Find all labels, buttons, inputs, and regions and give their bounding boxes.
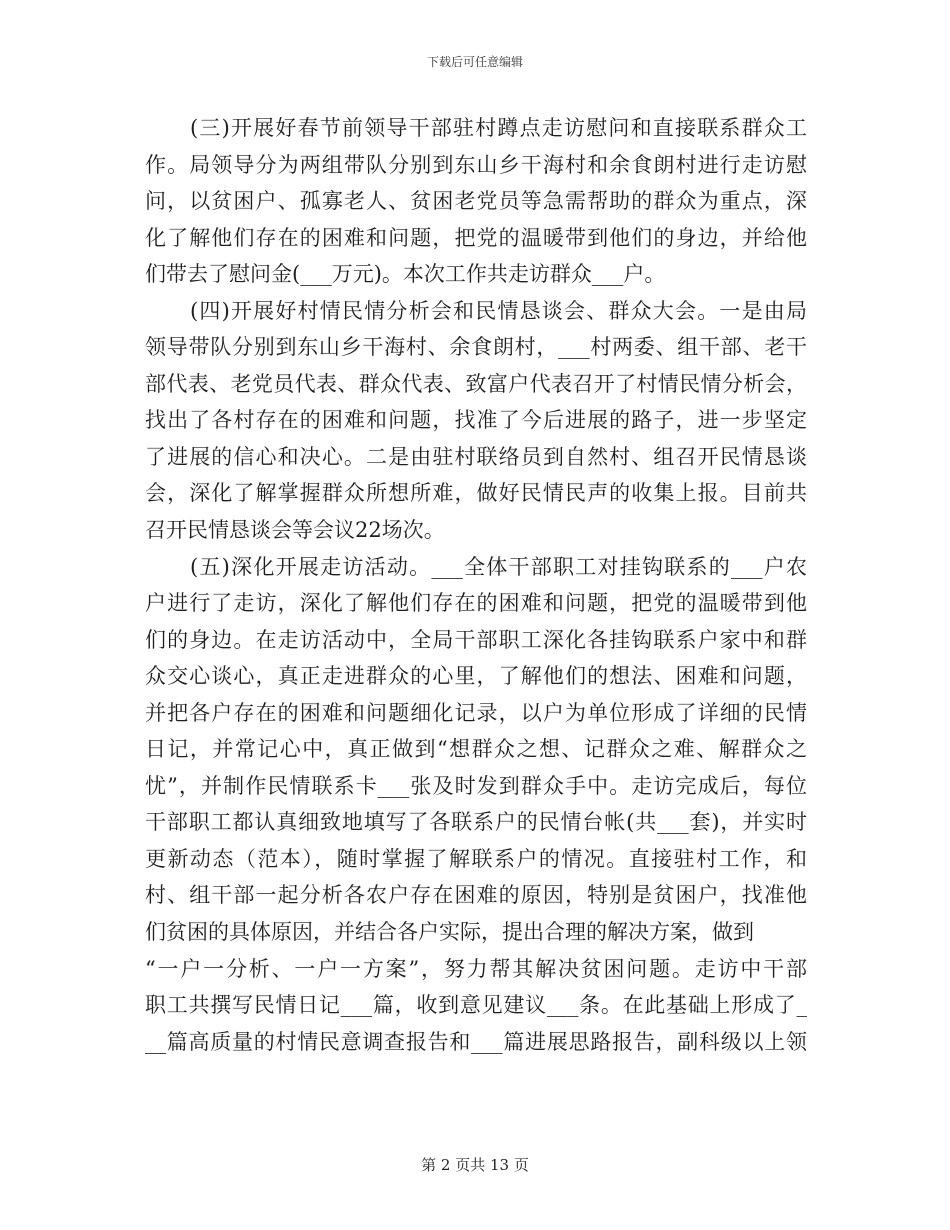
page-header-note: 下载后可任意编辑 (426, 55, 523, 69)
text-line: 召开民情恳谈会等会议22场次。 (145, 518, 445, 543)
text-line: “一户一分析、一户一方案”，努力帮其解决贫困问题。走访中干部 (145, 956, 807, 981)
text-line: 众交心谈心，真正走进群众的心里，了解他们的想法、困难和问题， (145, 664, 807, 689)
text-line: 职工共撰写民情日记___篇，收到意见建议___条。在此基础上形成了_ (145, 993, 807, 1018)
text-line: __篇高质量的村情民意调查报告和___篇进展思路报告，副科级以上领 (145, 1029, 807, 1054)
text-line: 部代表、老党员代表、群众代表、致富户代表召开了村情民情分析会， (145, 371, 807, 396)
page-number: 第 2 页共 13 页 (421, 1156, 529, 1174)
text-line: 找出了各村存在的困难和问题，找准了今后进展的路子，进一步坚定 (145, 408, 807, 433)
text-line: 忧”，并制作民情联系卡___张及时发到群众手中。走访完成后，每位 (145, 773, 807, 798)
text-line: 领导带队分别到东山乡干海村、余食朗村，___村两委、组干部、老干 (145, 335, 807, 360)
text-line: 们带去了慰问金(___万元)。本次工作共走访群众___户。 (145, 262, 666, 287)
text-line: 们的身边。在走访活动中，全局干部职工深化各挂钩联系户家中和群 (145, 627, 807, 652)
text-line: 更新动态（范本），随时掌握了解联系户的情况。直接驻村工作，和 (145, 846, 807, 871)
text-line: 户进行了走访，深化了解他们存在的困难和问题，把党的温暖带到他 (145, 591, 807, 616)
text-line: (三)开展好春节前领导干部驻村蹲点走访慰问和直接联系群众工 (190, 116, 807, 140)
text-line: 并把各户存在的困难和问题细化记录，以户为单位形成了详细的民情 (145, 700, 807, 725)
text-line: 了进展的信心和决心。二是由驻村联络员到自然村、组召开民情恳谈 (145, 444, 807, 469)
text-line: 日记，并常记心中，真正做到“想群众之想、记群众之难、解群众之 (145, 737, 807, 762)
text-line: 作。局领导分为两组带队分别到东山乡干海村和余食朗村进行走访慰 (145, 152, 807, 177)
text-line: 村、组干部一起分析各农户存在困难的原因，特别是贫困户，找准他 (145, 883, 807, 908)
paragraph-section-5 (145, 549, 807, 1061)
text-line: (五)深化开展走访活动。___全体干部职工对挂钩联系的___户农 (190, 554, 807, 579)
text-line: 问，以贫困户、孤寡老人、贫困老党员等急需帮助的群众为重点，深 (145, 189, 807, 214)
text-line: 化了解他们存在的困难和问题，把党的温暖带到他们的身边，并给他 (145, 225, 807, 250)
text-line: (四)开展好村情民情分析会和民情恳谈会、群众大会。一是由局 (190, 298, 807, 323)
text-line: 干部职工都认真细致地填写了各联系户的民情台帐(共___套)，并实时 (145, 810, 807, 835)
text-line: 会，深化了解掌握群众所想所难，做好民情民声的收集上报。目前共 (145, 481, 807, 506)
paragraph-section-4 (145, 293, 807, 549)
text-line: 们贫困的具体原因，并结合各户实际，提出合理的解决方案，做到 (145, 920, 754, 945)
paragraph-section-3 (145, 110, 807, 293)
document-body (145, 110, 807, 1060)
